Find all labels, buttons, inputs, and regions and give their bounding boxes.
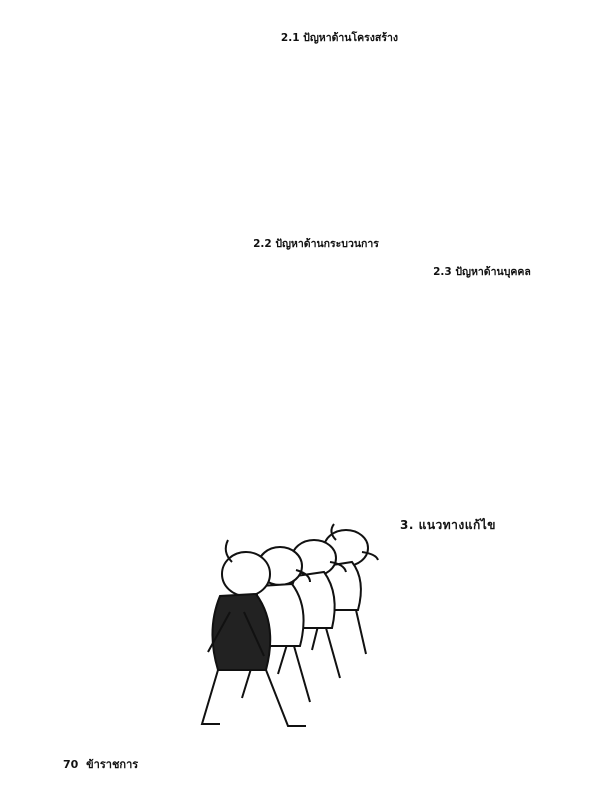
publication-name: ข้าราชการ bbox=[86, 758, 139, 771]
runners-illustration bbox=[196, 522, 392, 748]
page-number: 70 bbox=[63, 758, 79, 771]
section-title-solutions: 3. แนวทางแก้ไข bbox=[400, 517, 497, 532]
heading-personnel-problem: 2.3 ปัญหาด้านบุคคล bbox=[433, 266, 531, 278]
page-footer bbox=[63, 755, 138, 773]
heading-structure-problem: 2.1 ปัญหาด้านโครงสร้าง bbox=[280, 32, 398, 44]
heading-process-problem: 2.2 ปัญหาด้านกระบวนการ bbox=[253, 237, 379, 250]
text-column-2 bbox=[234, 30, 398, 253]
text-column-3 bbox=[400, 30, 564, 534]
